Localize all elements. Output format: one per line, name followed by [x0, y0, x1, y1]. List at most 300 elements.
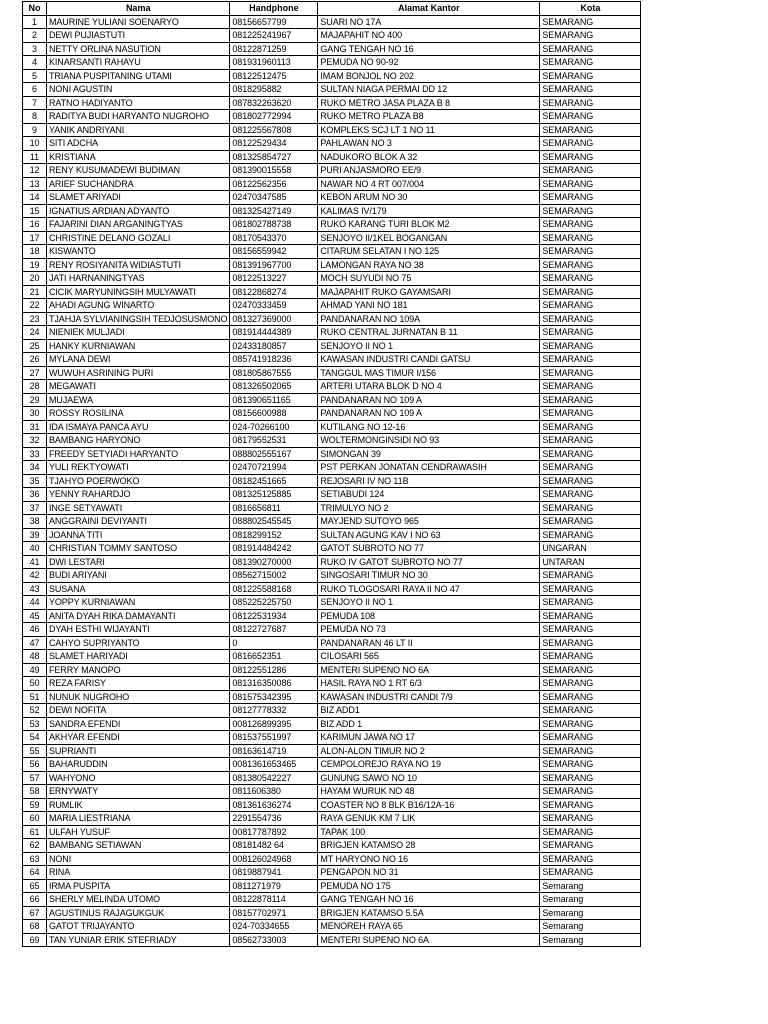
cell-nama: ANGGRAINI DEVIYANTI [47, 515, 230, 529]
cell-no: 12 [23, 164, 47, 178]
cell-kota: SEMARANG [540, 56, 641, 70]
cell-nama: JATI HARNANINGTYAS [47, 272, 230, 286]
cell-alamat-kantor: MAJAPAHIT NO 400 [318, 29, 540, 43]
cell-kota: Semarang [540, 879, 641, 893]
cell-no: 18 [23, 245, 47, 259]
header-nama: Nama [47, 2, 230, 16]
cell-nama: TAN YUNIAR ERIK STEFRIADY [47, 933, 230, 947]
cell-no: 32 [23, 434, 47, 448]
cell-no: 28 [23, 380, 47, 394]
cell-handphone: 081225588168 [230, 582, 318, 596]
cell-kota: SEMARANG [540, 420, 641, 434]
cell-no: 53 [23, 717, 47, 731]
cell-kota: SEMARANG [540, 150, 641, 164]
cell-no: 39 [23, 528, 47, 542]
cell-nama: RUMLIK [47, 798, 230, 812]
cell-kota: SEMARANG [540, 191, 641, 205]
cell-kota: SEMARANG [540, 434, 641, 448]
cell-no: 48 [23, 650, 47, 664]
cell-alamat-kantor: GANG TENGAH NO 16 [318, 42, 540, 56]
cell-alamat-kantor: PENGAPON NO 31 [318, 866, 540, 880]
table-row [23, 731, 641, 745]
cell-no: 34 [23, 461, 47, 475]
cell-alamat-kantor: PANDANARAN 46 LT II [318, 636, 540, 650]
table-row [23, 407, 641, 421]
cell-kota: SEMARANG [540, 110, 641, 124]
cell-handphone: 08122512475 [230, 69, 318, 83]
cell-handphone: 024-70266100 [230, 420, 318, 434]
cell-kota: SEMARANG [540, 744, 641, 758]
cell-no: 61 [23, 825, 47, 839]
cell-handphone: 08156600988 [230, 407, 318, 421]
cell-handphone: 08122513227 [230, 272, 318, 286]
cell-alamat-kantor: IMAM BONJOL NO 202 [318, 69, 540, 83]
cell-nama: SANDRA EFENDI [47, 717, 230, 731]
cell-no: 19 [23, 258, 47, 272]
table-row [23, 177, 641, 191]
cell-alamat-kantor: NADUKORO BLOK A 32 [318, 150, 540, 164]
table-row [23, 677, 641, 691]
cell-no: 3 [23, 42, 47, 56]
cell-handphone: 081914444389 [230, 326, 318, 340]
cell-kota: SEMARANG [540, 474, 641, 488]
cell-alamat-kantor: RUKO KARANG TURI BLOK M2 [318, 218, 540, 232]
cell-alamat-kantor: BIZ ADD 1 [318, 717, 540, 731]
cell-nama: RENY KUSUMADEWI BUDIMAN [47, 164, 230, 178]
cell-kota: Semarang [540, 893, 641, 907]
cell-nama: TRIANA PUSPITANING UTAMI [47, 69, 230, 83]
cell-alamat-kantor: PEMUDA NO 73 [318, 623, 540, 637]
cell-alamat-kantor: MT HARYONO NO 16 [318, 852, 540, 866]
cell-alamat-kantor: RAYA GENUK KM 7 LIK [318, 812, 540, 826]
contact-table [22, 1, 641, 947]
cell-kota: SEMARANG [540, 29, 641, 43]
cell-alamat-kantor: MOCH SUYUDI NO 75 [318, 272, 540, 286]
cell-alamat-kantor: ALON-ALON TIMUR NO 2 [318, 744, 540, 758]
cell-kota: SEMARANG [540, 461, 641, 475]
table-row [23, 474, 641, 488]
cell-handphone: 008126899395 [230, 717, 318, 731]
cell-nama: NONI [47, 852, 230, 866]
cell-kota: SEMARANG [540, 677, 641, 691]
cell-kota: SEMARANG [540, 83, 641, 97]
cell-alamat-kantor: CILOSARI 565 [318, 650, 540, 664]
cell-nama: RENY ROSIYANITA WIDIASTUTI [47, 258, 230, 272]
cell-nama: BUDI ARIYANI [47, 569, 230, 583]
cell-alamat-kantor: GUNUNG SAWO NO 10 [318, 771, 540, 785]
cell-kota: SEMARANG [540, 312, 641, 326]
cell-handphone: 0819887941 [230, 866, 318, 880]
cell-kota: SEMARANG [540, 245, 641, 259]
cell-no: 7 [23, 96, 47, 110]
table-row [23, 758, 641, 772]
cell-kota: SEMARANG [540, 258, 641, 272]
cell-no: 46 [23, 623, 47, 637]
cell-nama: CICIK MARYUNINGSIH MULYAWATI [47, 285, 230, 299]
cell-no: 9 [23, 123, 47, 137]
cell-kota: SEMARANG [540, 339, 641, 353]
cell-nama: BAHARUDDIN [47, 758, 230, 772]
cell-nama: BAMBANG HARYONO [47, 434, 230, 448]
cell-handphone: 08181482 64 [230, 839, 318, 853]
cell-no: 62 [23, 839, 47, 853]
table-row [23, 609, 641, 623]
cell-handphone: 08122531934 [230, 609, 318, 623]
cell-kota: SEMARANG [540, 609, 641, 623]
cell-handphone: 081325854727 [230, 150, 318, 164]
cell-nama: FREEDY SETYIADI HARYANTO [47, 447, 230, 461]
cell-alamat-kantor: GATOT SUBROTO NO 77 [318, 542, 540, 556]
cell-kota: SEMARANG [540, 164, 641, 178]
cell-kota: SEMARANG [540, 528, 641, 542]
cell-nama: BAMBANG SETIAWAN [47, 839, 230, 853]
cell-kota: SEMARANG [540, 96, 641, 110]
cell-kota: SEMARANG [540, 636, 641, 650]
cell-kota: SEMARANG [540, 758, 641, 772]
cell-kota: SEMARANG [540, 177, 641, 191]
cell-alamat-kantor: REJOSARI IV NO 11B [318, 474, 540, 488]
cell-alamat-kantor: BRIGJEN KATAMSO 28 [318, 839, 540, 853]
cell-no: 22 [23, 299, 47, 313]
cell-no: 36 [23, 488, 47, 502]
cell-no: 64 [23, 866, 47, 880]
cell-no: 58 [23, 785, 47, 799]
cell-alamat-kantor: KARIMUN JAWA NO 17 [318, 731, 540, 745]
table-row [23, 29, 641, 43]
cell-kota: SEMARANG [540, 825, 641, 839]
cell-handphone: 0811271979 [230, 879, 318, 893]
table-row [23, 515, 641, 529]
cell-kota: SEMARANG [540, 42, 641, 56]
table-row [23, 528, 641, 542]
cell-nama: IRMA PUSPITA [47, 879, 230, 893]
cell-handphone: 08163614719 [230, 744, 318, 758]
table-row [23, 393, 641, 407]
table-row [23, 150, 641, 164]
cell-nama: DYAH ESTHI WIJAYANTI [47, 623, 230, 637]
cell-kota: SEMARANG [540, 285, 641, 299]
cell-nama: RINA [47, 866, 230, 880]
cell-handphone: 08156559942 [230, 245, 318, 259]
table-row [23, 839, 641, 853]
cell-handphone: 08122551286 [230, 663, 318, 677]
cell-alamat-kantor: KUTILANG NO 12-16 [318, 420, 540, 434]
cell-no: 37 [23, 501, 47, 515]
cell-no: 14 [23, 191, 47, 205]
cell-handphone: 081327369000 [230, 312, 318, 326]
cell-alamat-kantor: CITARUM SELATAN I NO 125 [318, 245, 540, 259]
cell-handphone: 081390015558 [230, 164, 318, 178]
cell-nama: SLAMET HARIYADI [47, 650, 230, 664]
cell-handphone: 081575342395 [230, 690, 318, 704]
table-row [23, 893, 641, 907]
table-row [23, 569, 641, 583]
cell-kota: SEMARANG [540, 393, 641, 407]
cell-nama: WAHYONO [47, 771, 230, 785]
cell-alamat-kantor: SENJOYO II NO 1 [318, 596, 540, 610]
cell-kota: SEMARANG [540, 69, 641, 83]
cell-handphone: 00817787892 [230, 825, 318, 839]
cell-alamat-kantor: RUKO IV GATOT SUBROTO NO 77 [318, 555, 540, 569]
table-row [23, 866, 641, 880]
cell-nama: JOANNA TITI [47, 528, 230, 542]
table-row [23, 825, 641, 839]
table-row [23, 717, 641, 731]
cell-kota: SEMARANG [540, 204, 641, 218]
cell-no: 60 [23, 812, 47, 826]
cell-handphone: 081325125885 [230, 488, 318, 502]
cell-kota: SEMARANG [540, 447, 641, 461]
cell-nama: NUNUK NUGROHO [47, 690, 230, 704]
cell-no: 26 [23, 353, 47, 367]
cell-alamat-kantor: TRIMULYO NO 2 [318, 501, 540, 515]
cell-handphone: 081391967700 [230, 258, 318, 272]
cell-alamat-kantor: KAWASAN INDUSTRI CANDI 7/9 [318, 690, 540, 704]
cell-nama: AHADI AGUNG WINARTO [47, 299, 230, 313]
cell-nama: MYLANA DEWI [47, 353, 230, 367]
cell-no: 25 [23, 339, 47, 353]
table-row [23, 812, 641, 826]
cell-alamat-kantor: ARTERI UTARA BLOK D NO 4 [318, 380, 540, 394]
cell-nama: MUJAEWA [47, 393, 230, 407]
table-row [23, 56, 641, 70]
cell-nama: SITI ADCHA [47, 137, 230, 151]
cell-handphone: 081390651165 [230, 393, 318, 407]
cell-alamat-kantor: RUKO TLOGOSARI RAYA II NO 47 [318, 582, 540, 596]
cell-alamat-kantor: SIMONGAN 39 [318, 447, 540, 461]
cell-kota: SEMARANG [540, 596, 641, 610]
table-row [23, 555, 641, 569]
cell-nama: ERNYWATY [47, 785, 230, 799]
cell-kota: SEMARANG [540, 123, 641, 137]
table-row [23, 501, 641, 515]
cell-alamat-kantor: HAYAM WURUK NO 48 [318, 785, 540, 799]
cell-kota: SEMARANG [540, 15, 641, 29]
cell-handphone: 088802545545 [230, 515, 318, 529]
cell-alamat-kantor: PEMUDA 108 [318, 609, 540, 623]
cell-handphone: 081380542227 [230, 771, 318, 785]
cell-handphone: 087832263620 [230, 96, 318, 110]
cell-nama: AGUSTINUS RAJAGUKGUK [47, 906, 230, 920]
cell-handphone: 08182451665 [230, 474, 318, 488]
cell-handphone: 081802788738 [230, 218, 318, 232]
cell-no: 24 [23, 326, 47, 340]
cell-no: 55 [23, 744, 47, 758]
cell-no: 30 [23, 407, 47, 421]
cell-kota: Semarang [540, 933, 641, 947]
cell-handphone: 02470333459 [230, 299, 318, 313]
cell-alamat-kantor: KOMPLEKS SCJ LT 1 NO 11 [318, 123, 540, 137]
cell-alamat-kantor: WOLTERMONGINSIDI NO 93 [318, 434, 540, 448]
cell-kota: SEMARANG [540, 812, 641, 826]
cell-alamat-kantor: LAMONGAN RAYA NO 38 [318, 258, 540, 272]
cell-alamat-kantor: TANGGUL MAS TIMUR I/156 [318, 366, 540, 380]
table-row [23, 879, 641, 893]
cell-handphone: 085225225750 [230, 596, 318, 610]
cell-nama: YULI REKTYOWATI [47, 461, 230, 475]
cell-alamat-kantor: SENJOYO II NO 1 [318, 339, 540, 353]
cell-handphone: 081914484242 [230, 542, 318, 556]
cell-nama: RADITYA BUDI HARYANTO NUGROHO [47, 110, 230, 124]
cell-handphone: 08156657799 [230, 15, 318, 29]
cell-alamat-kantor: PANDANARAN NO 109 A [318, 393, 540, 407]
header-kota: Kota [540, 2, 641, 16]
cell-alamat-kantor: PAHLAWAN NO 3 [318, 137, 540, 151]
header-row [23, 2, 641, 16]
cell-nama: KISWANTO [47, 245, 230, 259]
cell-nama: KINARSANTI RAHAYU [47, 56, 230, 70]
cell-kota: SEMARANG [540, 717, 641, 731]
cell-handphone: 08122868274 [230, 285, 318, 299]
table-row [23, 258, 641, 272]
cell-handphone: 08127778332 [230, 704, 318, 718]
cell-nama: HANKY KURNIAWAN [47, 339, 230, 353]
cell-nama: CHRISTIAN TOMMY SANTOSO [47, 542, 230, 556]
cell-no: 56 [23, 758, 47, 772]
table-row [23, 704, 641, 718]
cell-nama: GATOT TRIJAYANTO [47, 920, 230, 934]
cell-alamat-kantor: KEBON ARUM NO 30 [318, 191, 540, 205]
cell-no: 29 [23, 393, 47, 407]
cell-kota: SEMARANG [540, 231, 641, 245]
cell-no: 27 [23, 366, 47, 380]
cell-no: 65 [23, 879, 47, 893]
cell-alamat-kantor: MENTERI SUPENO NO 6A [318, 663, 540, 677]
cell-no: 67 [23, 906, 47, 920]
cell-handphone: 0811606380 [230, 785, 318, 799]
cell-alamat-kantor: PANDANARAN NO 109A [318, 312, 540, 326]
table-row [23, 326, 641, 340]
cell-handphone: 081326502065 [230, 380, 318, 394]
cell-alamat-kantor: AHMAD YANI NO 181 [318, 299, 540, 313]
cell-handphone: 0816656811 [230, 501, 318, 515]
cell-nama: NETTY ORLINA NASUTION [47, 42, 230, 56]
cell-kota: SEMARANG [540, 798, 641, 812]
cell-nama: DWI LESTARI [47, 555, 230, 569]
cell-handphone: 081225241967 [230, 29, 318, 43]
table-row [23, 110, 641, 124]
table-row [23, 96, 641, 110]
cell-nama: KRISTIANA [47, 150, 230, 164]
cell-no: 2 [23, 29, 47, 43]
cell-kota: SEMARANG [540, 380, 641, 394]
cell-kota: SEMARANG [540, 690, 641, 704]
cell-nama: ULFAH YUSUF [47, 825, 230, 839]
table-row [23, 663, 641, 677]
cell-nama: DEWI NOFITA [47, 704, 230, 718]
cell-no: 59 [23, 798, 47, 812]
cell-alamat-kantor: SETIABUDI 124 [318, 488, 540, 502]
cell-no: 15 [23, 204, 47, 218]
table-row [23, 218, 641, 232]
cell-kota: SEMARANG [540, 663, 641, 677]
cell-handphone: 08157702971 [230, 906, 318, 920]
table-row [23, 636, 641, 650]
table-row [23, 15, 641, 29]
table-row [23, 650, 641, 664]
cell-alamat-kantor: HASIL RAYA NO 1 RT 6/3 [318, 677, 540, 691]
cell-handphone: 0816652351 [230, 650, 318, 664]
cell-no: 50 [23, 677, 47, 691]
table-row [23, 690, 641, 704]
cell-kota: SEMARANG [540, 218, 641, 232]
cell-kota: SEMARANG [540, 582, 641, 596]
cell-nama: FAJARINI DIAN ARGANINGTYAS [47, 218, 230, 232]
cell-no: 40 [23, 542, 47, 556]
cell-alamat-kantor: MAYJEND SUTOYO 965 [318, 515, 540, 529]
cell-alamat-kantor: KAWASAN INDUSTRI CANDI GATSU [318, 353, 540, 367]
cell-nama: NONI AGUSTIN [47, 83, 230, 97]
cell-kota: SEMARANG [540, 771, 641, 785]
table-row [23, 353, 641, 367]
cell-kota: SEMARANG [540, 353, 641, 367]
cell-handphone: 08562715002 [230, 569, 318, 583]
cell-no: 8 [23, 110, 47, 124]
cell-kota: Semarang [540, 906, 641, 920]
table-row [23, 771, 641, 785]
cell-no: 57 [23, 771, 47, 785]
cell-handphone: 081802772994 [230, 110, 318, 124]
table-row [23, 434, 641, 448]
cell-handphone: 081537551997 [230, 731, 318, 745]
cell-kota: UNTARAN [540, 555, 641, 569]
table-row [23, 272, 641, 286]
cell-no: 42 [23, 569, 47, 583]
cell-nama: REZA FARISY [47, 677, 230, 691]
table-row [23, 785, 641, 799]
header-no: No [23, 2, 47, 16]
cell-alamat-kantor: BRIGJEN KATAMSO 5.5A [318, 906, 540, 920]
cell-nama: ARIEF SUCHANDRA [47, 177, 230, 191]
cell-kota: SEMARANG [540, 623, 641, 637]
cell-alamat-kantor: SULTAN AGUNG KAV I NO 63 [318, 528, 540, 542]
cell-handphone: 081390270000 [230, 555, 318, 569]
table-row [23, 191, 641, 205]
cell-handphone: 08179552531 [230, 434, 318, 448]
cell-handphone: 0081361653465 [230, 758, 318, 772]
cell-no: 41 [23, 555, 47, 569]
cell-kota: SEMARANG [540, 650, 641, 664]
cell-handphone: 02433180857 [230, 339, 318, 353]
cell-no: 4 [23, 56, 47, 70]
cell-no: 16 [23, 218, 47, 232]
cell-kota: SEMARANG [540, 852, 641, 866]
cell-handphone: 0818295882 [230, 83, 318, 97]
cell-no: 20 [23, 272, 47, 286]
table-row [23, 69, 641, 83]
table-row [23, 366, 641, 380]
cell-no: 69 [23, 933, 47, 947]
cell-handphone: 08122878114 [230, 893, 318, 907]
cell-kota: SEMARANG [540, 488, 641, 502]
cell-no: 68 [23, 920, 47, 934]
cell-nama: TJAHYO POERWOKO [47, 474, 230, 488]
cell-nama: YENNY RAHARDJO [47, 488, 230, 502]
cell-handphone: 081316350086 [230, 677, 318, 691]
table-row [23, 231, 641, 245]
cell-handphone: 08122871259 [230, 42, 318, 56]
cell-handphone: 08122562356 [230, 177, 318, 191]
cell-no: 33 [23, 447, 47, 461]
cell-alamat-kantor: MENTERI SUPENO NO 6A [318, 933, 540, 947]
cell-no: 43 [23, 582, 47, 596]
cell-nama: SHERLY MELINDA UTOMO [47, 893, 230, 907]
cell-nama: IGNATIUS ARDIAN ADYANTO [47, 204, 230, 218]
cell-handphone: 081225567808 [230, 123, 318, 137]
cell-no: 6 [23, 83, 47, 97]
cell-nama: RATNO HADIYANTO [47, 96, 230, 110]
cell-alamat-kantor: SENJOYO II/1KEL BOGANGAN [318, 231, 540, 245]
